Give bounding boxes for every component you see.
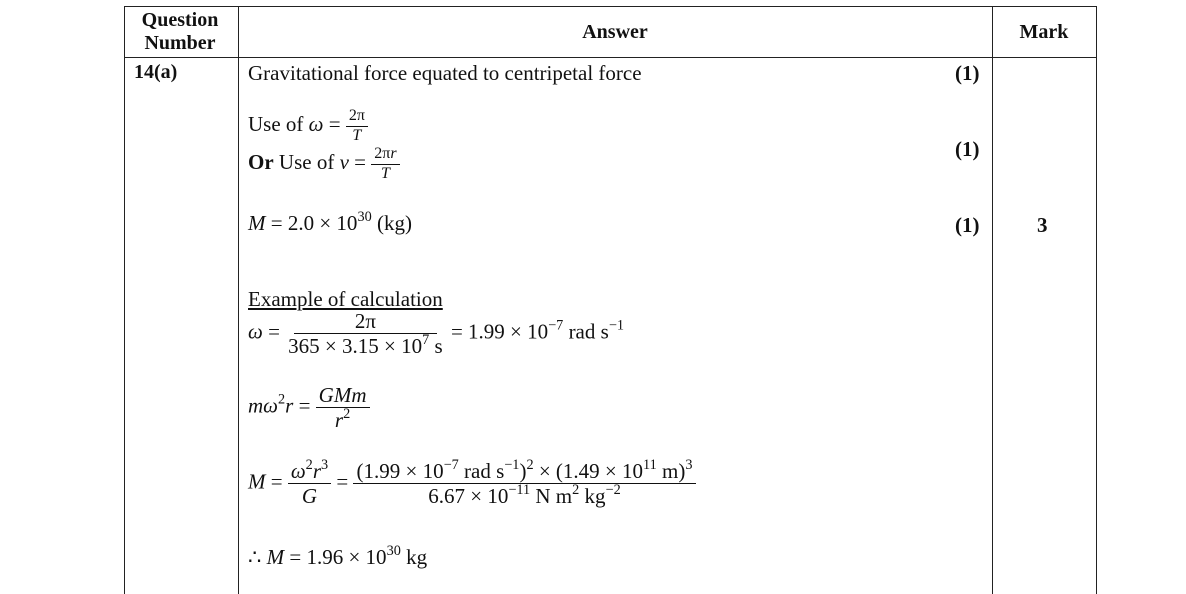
answer-header: Answer bbox=[582, 21, 648, 43]
use-of-label-2: Use of bbox=[278, 150, 335, 175]
marking-point-2b: Or Use of v = $\frac{2\pi r}{T}$ bbox=[248, 146, 400, 183]
example-heading: Example of calculation bbox=[248, 287, 443, 311]
table-right-border bbox=[1096, 6, 1097, 594]
marking-point-2a: Use of ω = $\frac{2\pi}{T}$ bbox=[248, 108, 368, 145]
question-number-header-line1: Question bbox=[141, 9, 219, 31]
mass-calculation: M = $\frac{\omega^2r^3}{G}$ = $\frac{(1.99 \times 10^{-7} rad s^{-1})^2 \times (1.49 \times 10^{11} m)^3}{6.67 \times 10^{-11} N m^2 kg^{-2}}$ bbox=[248, 460, 696, 507]
column-divider-2 bbox=[992, 6, 993, 594]
question-number-header-line2: Number bbox=[144, 32, 216, 54]
total-mark: 3 bbox=[1037, 213, 1048, 237]
table-left-border bbox=[124, 6, 125, 594]
marking-point-3: $M = 2.0 \times 10^{30}$ (kg) bbox=[248, 209, 412, 235]
header-bottom-border bbox=[124, 57, 1097, 58]
mark-point-1: (1) bbox=[955, 61, 980, 85]
marking-point-1: Gravitational force equated to centripetal force bbox=[248, 61, 642, 85]
final-answer: ∴ $M = 1.96 \times 10^{30}$ kg bbox=[248, 543, 428, 569]
table-top-border bbox=[124, 6, 1097, 7]
column-divider-1 bbox=[238, 6, 239, 594]
mark-header: Mark bbox=[1019, 21, 1069, 43]
omega-calculation: ω = $\frac{2\pi}{365 \times 3.15 \times 10^7 s}$ = $1.99 \times 10^{-7}$ rad $s^{-1}$ bbox=[248, 309, 624, 359]
question-number-header bbox=[130, 9, 230, 55]
mark-point-3: (1) bbox=[955, 213, 980, 237]
force-balance-equation: $m\omega^2r$ = $\frac{\text{GMm}}{r^2}$ bbox=[248, 384, 370, 431]
mark-point-2: (1) bbox=[955, 137, 980, 161]
use-of-label: Use of bbox=[248, 112, 304, 137]
question-number: 14(a) bbox=[134, 61, 178, 83]
or-label: Or bbox=[248, 150, 274, 175]
